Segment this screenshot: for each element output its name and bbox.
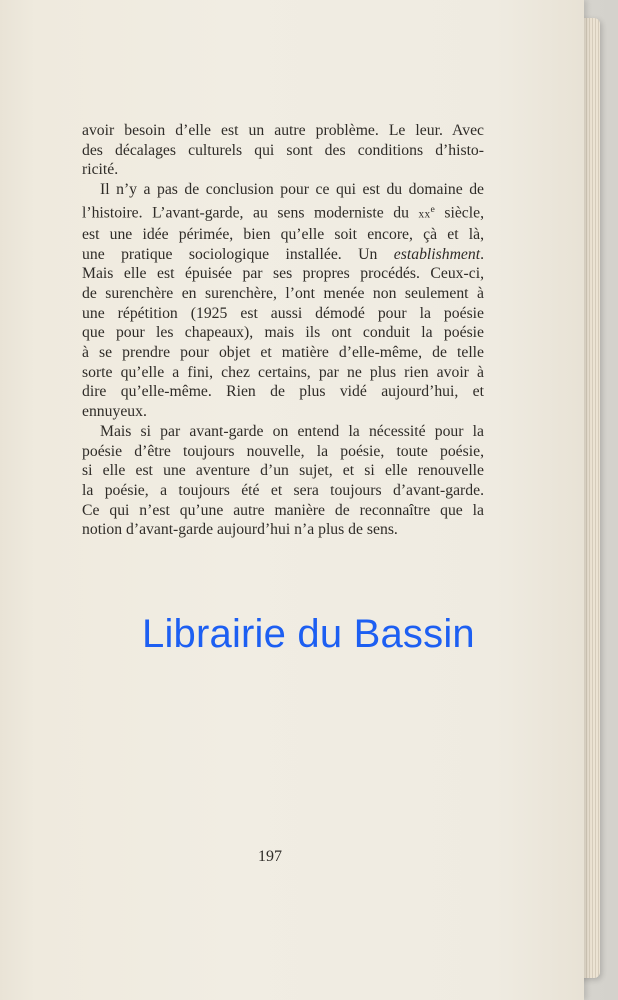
text-fragment: une pratique sociologique installée. Un xyxy=(82,245,394,263)
century-superscript: e xyxy=(430,203,435,215)
text-line: sorte qu’elle a fini, chez certains, par ne plus rien avoir à xyxy=(82,363,484,381)
text-line: Ce qui n’est qu’une autre manière de reconnaître que la xyxy=(82,501,484,519)
text-line: avoir besoin d’elle est un autre problème. Le leur. Avec xyxy=(82,122,484,139)
page-number: 197 xyxy=(258,848,282,865)
text-line: la poésie, a toujours été et sera toujours d’avant-garde. xyxy=(82,482,484,499)
text-line: Il n’y a pas de conclusion pour ce qui est du domaine de xyxy=(100,181,484,199)
text-fragment: . xyxy=(480,245,484,263)
text-line: si elle est une aventure d’un sujet, et si elle renouvelle xyxy=(82,462,484,480)
text-line xyxy=(82,200,484,225)
body-text xyxy=(82,121,484,540)
text-line: Mais elle est épuisée par ses propres procédés. Ceux-ci, xyxy=(82,265,484,283)
italic-word: establishment xyxy=(393,245,481,263)
text-line: de surenchère en surenchère, l’ont menée non seulement à xyxy=(82,284,484,302)
text-line: Mais si par avant-garde on entend la nécessité pour la xyxy=(100,422,484,440)
text-line: des décalages culturels qui sont des conditions d’histo- xyxy=(82,141,484,159)
text-fragment: l’histoire. L’avant-garde, au sens moderniste du xyxy=(82,204,419,222)
watermark-text: Librairie du Bassin xyxy=(142,612,475,656)
text-line: une répétition (1925 est aussi démodé pour la poésie xyxy=(82,304,484,322)
text-line: ricité. xyxy=(82,161,119,179)
text-line xyxy=(82,245,484,265)
text-line: notion d’avant-garde aujourd’hui n’a plus de sens. xyxy=(82,521,398,539)
text-line: ennuyeux. xyxy=(82,403,147,421)
text-line: dire qu’elle-même. Rien de plus vidé aujourd’hui, et xyxy=(82,383,484,401)
text-line: à se prendre pour objet et matière d’elle-même, de telle xyxy=(82,344,484,362)
text-fragment: siècle, xyxy=(434,204,484,222)
text-line: est une idée périmée, bien qu’elle soit encore, çà et là, xyxy=(82,225,484,243)
text-line: que pour les chapeaux), mais ils ont conduit la poésie xyxy=(82,324,484,342)
text-line: poésie d’être toujours nouvelle, la poésie, toute poésie, xyxy=(82,442,484,460)
century-roman: xx xyxy=(418,208,431,221)
